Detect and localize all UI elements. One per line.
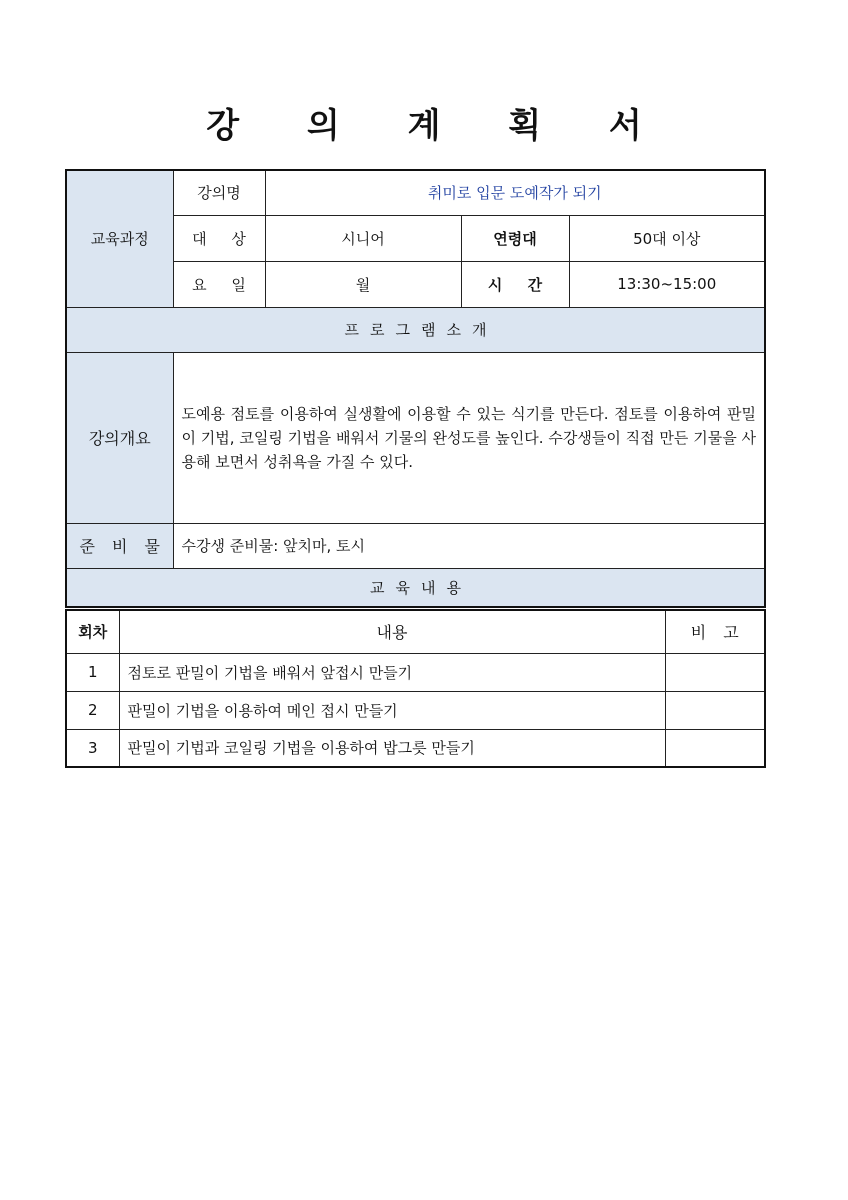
- course-info-table: [65, 169, 766, 608]
- overview-text: 도예용 점토를 이용하여 실생활에 이용할 수 있는 식기를 만든다. 점토를 이용하여 판밀이 기법, 코일링 기법을 배워서 기물의 완성도를 높인다. 수강생들이 직접 만든 기물을 사용해 보면서 성취욕을 가질 수 있다.: [173, 352, 765, 523]
- materials-label: 준 비 물: [66, 523, 173, 568]
- program-intro-header: 프로그램소개: [66, 307, 765, 352]
- target-value: 시니어: [265, 215, 461, 261]
- target-label: 대 상: [173, 215, 265, 261]
- row-content: 판밀이 기법을 이용하여 메인 접시 만들기: [119, 691, 665, 729]
- day-value: 월: [265, 261, 461, 307]
- note-header: 비 고: [665, 610, 765, 653]
- course-label: 교육과정: [66, 170, 173, 307]
- table-row: [66, 729, 765, 767]
- row-number: 2: [66, 691, 119, 729]
- row-number: 1: [66, 653, 119, 691]
- session-header: 회차: [66, 610, 119, 653]
- content-header: 내용: [119, 610, 665, 653]
- row-content: 판밀이 기법과 코일링 기법을 이용하여 밥그릇 만들기: [119, 729, 665, 767]
- document-title: 강 의 계 획 서: [206, 106, 670, 146]
- overview-label: 강의개요: [66, 352, 173, 523]
- age-label: 연령대: [461, 215, 569, 261]
- age-value: 50대 이상: [569, 215, 765, 261]
- time-label: 시 간: [461, 261, 569, 307]
- lecture-name-label: 강의명: [173, 170, 265, 215]
- day-label: 요 일: [173, 261, 265, 307]
- row-number: 3: [66, 729, 119, 767]
- row-note: [665, 729, 765, 767]
- row-note: [665, 691, 765, 729]
- materials-value: 수강생 준비물: 앞치마, 토시: [173, 523, 765, 568]
- table-row: [66, 653, 765, 691]
- row-note: [665, 653, 765, 691]
- lecture-name-value: 취미로 입문 도예작가 되기: [265, 170, 765, 215]
- table-row: [66, 691, 765, 729]
- row-content: 점토로 판밀이 기법을 배워서 앞접시 만들기: [119, 653, 665, 691]
- time-value: 13:30~15:00: [569, 261, 765, 307]
- content-table: [65, 609, 766, 768]
- education-content-header: 교육내용: [66, 568, 765, 607]
